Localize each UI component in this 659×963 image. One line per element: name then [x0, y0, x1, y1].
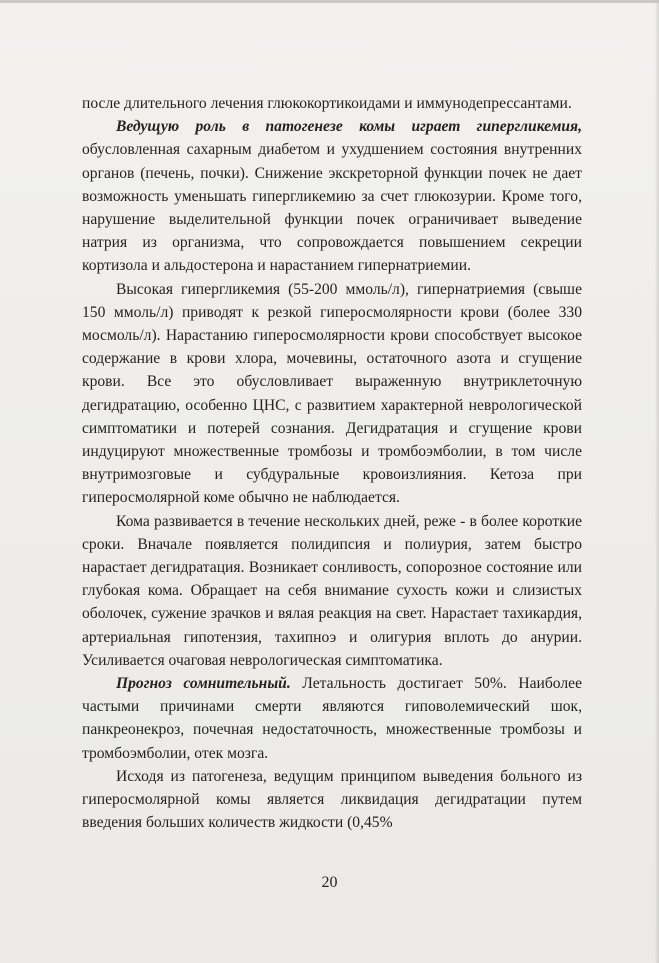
paragraph-text: после длительного лечения глюкокортикоидами и иммунодепрессантами. [82, 95, 572, 112]
paragraph-4 [82, 510, 582, 672]
paragraph-lead-emphasis: Прогноз сомнительный. [116, 675, 291, 693]
paragraph-6 [82, 765, 582, 835]
paragraph-text: Летальность достигает 50%. Наиболее частыми причинами смерти являются гиповолемический шок, панкреонекроз, почечная недостаточность, множественные тромбозы и тромбоэмболии, отек мозга. [82, 675, 583, 762]
paragraph-lead-emphasis: Ведущую роль в патогенезе комы играет гипергликемия, [116, 118, 582, 136]
body-text [82, 92, 582, 835]
paragraph-text: обусловленная сахарным диабетом и ухудшением состояния внутренних органов (печень, почки). Снижение экскреторной функции почек не дает возможность уменьшать гипергликемию за счет глюкозурии. Кроме того, нарушение выделительной функции почек ограничивает выведение натрия из организма, что сопровождается повышением секреции кортизола и альдостерона и нарастанием гипернатриемии. [82, 141, 582, 275]
page-number: 20 [321, 874, 338, 891]
paragraph-text: Кома развивается в течение нескольких дней, реже - в более короткие сроки. Вначале появляется полидипсия и полиурия, затем быстро нарастает дегидратация. Возникает сонливость, сопорозное состояние или глубокая кома. Обращает на себя внимание сухость кожи и слизистых оболочек, сужение зрачков и вялая реакция на свет. Нарастает тахикардия, артериальная гипотензия, тахипноэ и олигурия вплоть до анурии. Усиливается очаговая неврологическая симптоматика. [82, 512, 582, 669]
paragraph-1 [82, 92, 582, 115]
paragraph-text: Высокая гипергликемия (55-200 ммоль/л), гипернатриемия (свыше 150 ммоль/л) приводят к резкой гиперосмолярности крови (более 330 мосмоль/л). Нарастанию гиперосмолярности крови способствует высокое содержание в крови хлора, мочевины, остаточного азота и сгущение крови. Все это обусловливает выраженную внутриклеточную дегидратацию, особенно ЦНС, с развитием характерной неврологической симптоматики и потерей сознания. Дегидратация и сгущение крови индуцируют множественные тромбозы и тромбоэмболии, в том числе внутримозговые и субдуральные кровоизлияния. Кетоза при гиперосмолярной коме обычно не наблюдается. [82, 280, 582, 507]
paragraph-3 [82, 278, 582, 510]
paragraph-2 [82, 115, 582, 277]
paragraph-text: Исходя из патогенеза, ведущим принципом выведения больного из гиперосмолярной комы является ликвидация дегидратации путем введения больших количеств жидкости (0,45% [82, 767, 582, 832]
paragraph-5 [82, 672, 582, 765]
